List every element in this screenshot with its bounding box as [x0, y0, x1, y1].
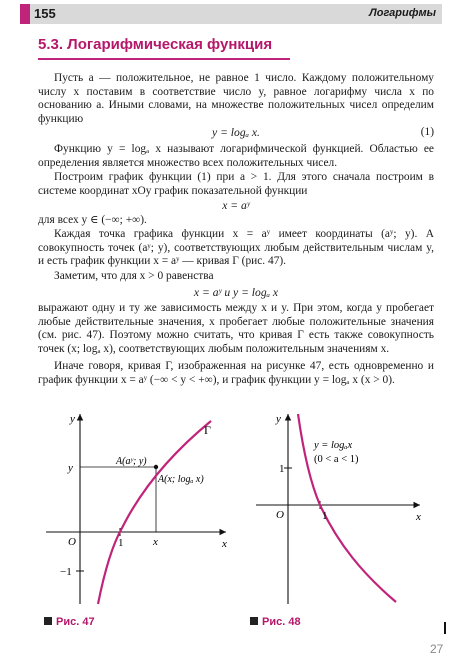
paragraph-4: для всех y ∈ (−∞; +∞). [38, 214, 147, 226]
equation-2: x = aʸ [222, 199, 250, 212]
fig48-label-origin: O [276, 509, 284, 521]
equation-1-number: (1) [420, 126, 434, 138]
fig48-label-y: y [276, 413, 281, 425]
paragraph-5: Каждая точка графика функции x = aʸ имеет координаты (aʸ; y). А совокупность точек (aʸ; y), соответствующих любым действительным числам y, и есть график функции x = aʸ — кривая Γ (рис. 47). [38, 228, 434, 268]
fig47-label-minus1: −1 [60, 566, 72, 578]
figure-48 [248, 404, 428, 614]
header-page-number: 155 [34, 6, 56, 21]
fig48-label-x: x [416, 511, 421, 523]
fig47-curve-gamma [98, 421, 211, 604]
page-header [20, 4, 442, 24]
header-chapter-title: Логарифмы [369, 7, 436, 19]
figure-47-caption-text: Рис. 47 [56, 616, 95, 628]
fig47-label-a-ay: A(aʸ; y) [116, 456, 147, 467]
paragraph-1: Пусть a — положительное, не равное 1 число. Каждому положительному числу x поставим в соответствие число y, равное логарифму числа x по основанию a. Иными словами, на множестве положительных чисел определим функцию [38, 72, 434, 125]
paragraph-8: Иначе говоря, кривая Γ, изображенная на рисунке 47, есть одновременно и график функции x = aʸ (−∞ < y < +∞), и график функции y = logₐ x (x > 0). [38, 360, 434, 386]
fig47-point-a [154, 465, 158, 469]
text-cursor-bar [444, 622, 446, 634]
paragraph-7: выражают одну и ту же зависимость между x и y. При этом, когда y пробегает любые действительные значения, x пробегает любые положительные значения (см. рис. 47). Поэтому можно считать, что кривая Γ есть также совокупность точек (x; logₐ x), соответствующих любым положительным значениям x. [38, 302, 434, 355]
viewer-page-index: 27 [430, 642, 444, 656]
fig47-label-x: x [222, 538, 227, 550]
figure-47 [36, 404, 236, 614]
section-title: 5.3. Логарифмическая функция [38, 36, 273, 53]
fig48-label-y1: 1 [279, 463, 285, 475]
paragraph-2: Функцию y = logₐ x называют логарифмической функцией. Областью ее определения является множество всех положительных чисел. [38, 143, 434, 169]
equation-1: y = logₐ x. [212, 126, 260, 139]
fig47-label-gamma: Γ [204, 423, 211, 437]
figure-48-caption-text: Рис. 48 [262, 616, 301, 628]
caption-marker-icon [250, 617, 258, 625]
caption-marker-icon [44, 617, 52, 625]
fig48-label-function: y = logₐx [314, 440, 353, 451]
equation-3: x = aʸ и y = logₐ x [193, 286, 279, 299]
figure-47-caption [44, 616, 95, 628]
fig48-label-condition: (0 < a < 1) [314, 454, 359, 465]
figure-48-caption [250, 616, 301, 628]
fig47-label-a-xlog: A(x; logₐ x) [158, 474, 204, 485]
fig47-label-ypoint: y [68, 462, 73, 474]
paragraph-6: Заметим, что для x > 0 равенства [54, 270, 214, 282]
fig48-label-x1: 1 [322, 510, 328, 522]
header-color-tab [20, 4, 30, 24]
fig47-label-y: y [70, 413, 75, 425]
section-underline [38, 58, 290, 60]
textbook-page [20, 4, 442, 636]
fig47-label-origin: O [68, 536, 76, 548]
paragraph-3: Построим график функции (1) при a > 1. Для этого сначала построим в системе координат xOy график показательной функции [38, 171, 434, 197]
fig47-label-xpoint: x [153, 536, 158, 548]
fig47-label-1: 1 [118, 537, 124, 549]
